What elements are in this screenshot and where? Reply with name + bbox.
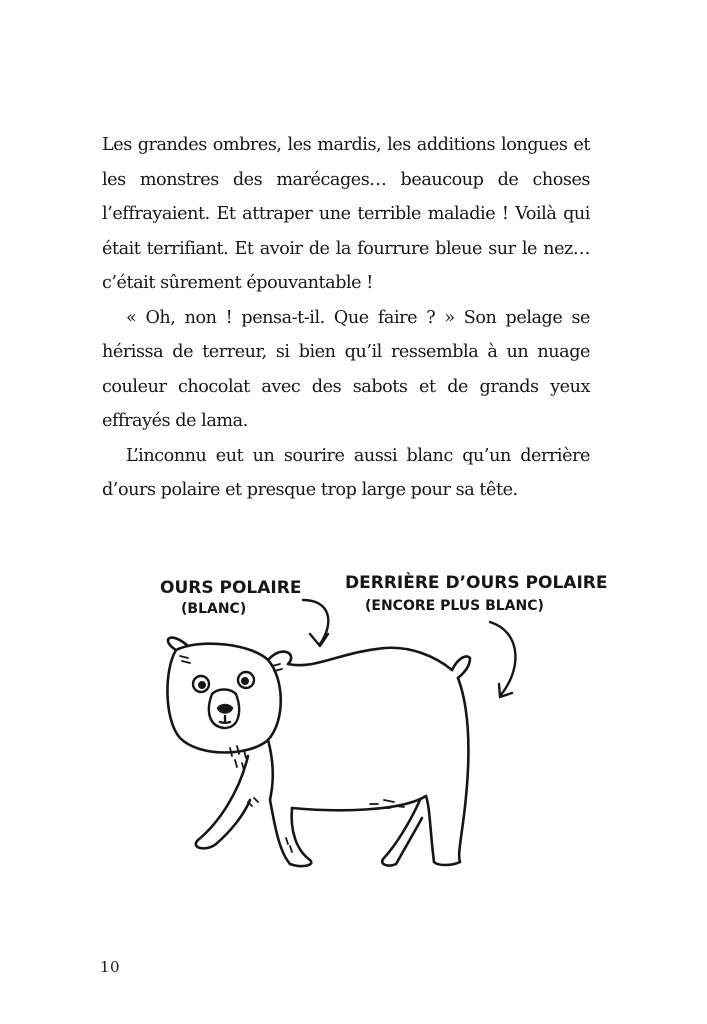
paragraph-3: L’inconnu eut un sourire aussi blanc qu’un derrière d’ours polaire et presque trop large pour sa tête. bbox=[102, 445, 590, 500]
bear-face bbox=[193, 672, 254, 728]
polar-bear-illustration bbox=[140, 560, 610, 880]
polar-bear-drawing bbox=[140, 560, 610, 880]
bear-body bbox=[167, 638, 470, 866]
label-ours-polaire: OURS POLAIRE bbox=[160, 578, 302, 598]
page-number: 10 bbox=[100, 958, 121, 976]
paragraph-2: « Oh, non ! pensa-t-il. Que faire ? » Son pelage se hérissa de terreur, si bien qu’il ressembla à un nuage couleur chocolat avec des sabots et de grands yeux effrayés de lama. bbox=[102, 307, 590, 431]
paragraph-1: Les grandes ombres, les mardis, les additions longues et les monstres des marécages… beaucoup de choses l’effrayaient. Et attraper une terrible maladie ! Voilà qui était terrifiant. Et avoir de la fourrure bleue sur le nez… c’était sûrement épouvantable ! bbox=[102, 135, 590, 293]
label-blanc: (BLANC) bbox=[181, 601, 247, 617]
label-derriere-ours-polaire: DERRIÈRE D’OURS POLAIRE bbox=[345, 573, 608, 593]
arrow-to-bear-rear bbox=[490, 622, 515, 697]
arrow-to-bear-head bbox=[303, 600, 328, 646]
label-encore-plus-blanc: (ENCORE PLUS BLANC) bbox=[365, 598, 544, 614]
body-text bbox=[102, 128, 590, 508]
